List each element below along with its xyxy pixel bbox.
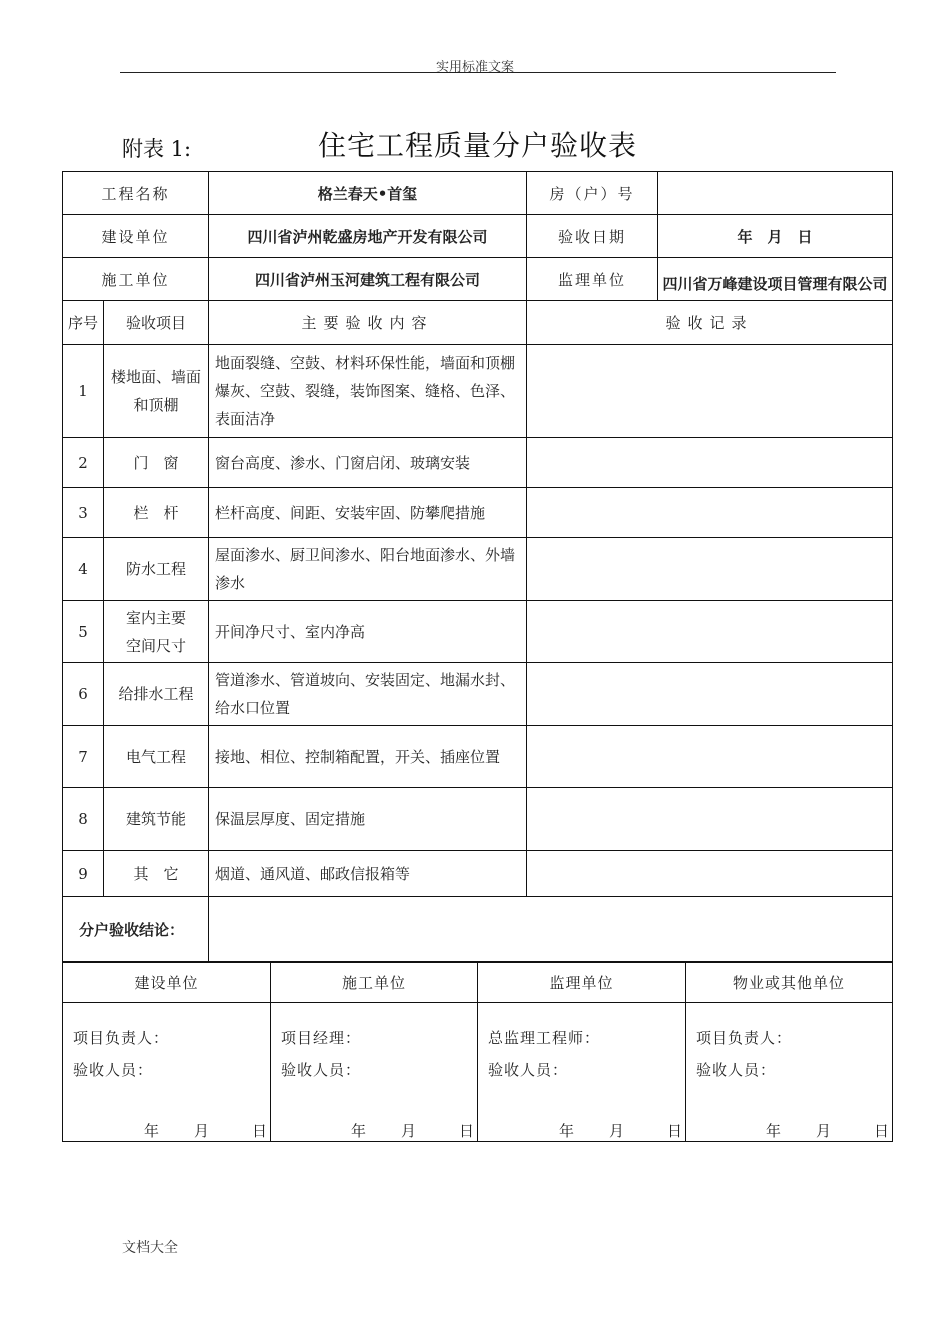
row-record[interactable] xyxy=(527,851,893,897)
sign-date xyxy=(88,1120,268,1140)
sign-inspector-label: 验收人员： xyxy=(73,1061,154,1079)
table-row xyxy=(63,538,893,601)
house-no-value[interactable] xyxy=(658,172,893,215)
row-content: 管道渗水、管道坡向、安装固定、地漏水封、给水口位置 xyxy=(209,663,527,726)
sign-role-label: 总监理工程师： xyxy=(488,1029,601,1047)
signature-body-row xyxy=(63,1003,893,1142)
row-item: 栏 杆 xyxy=(104,488,209,538)
sign-block-builder[interactable] xyxy=(63,1003,271,1142)
row-number: 9 xyxy=(63,851,104,897)
sign-date-month: 月 xyxy=(609,1122,625,1140)
supervisor-label: 监理单位 xyxy=(527,258,658,301)
col-header-no: 序号 xyxy=(63,301,104,345)
sign-date-year: 年 xyxy=(559,1122,575,1140)
sign-role-label: 项目负责人： xyxy=(696,1029,793,1047)
column-header-row xyxy=(63,301,893,345)
sign-date-day: 日 xyxy=(667,1122,683,1140)
row-content: 地面裂缝、空鼓、材料环保性能，墙面和顶棚爆灰、空鼓、裂缝，装饰图案、缝格、色泽、表面洁净 xyxy=(209,345,527,438)
info-row-project xyxy=(63,172,893,215)
row-item: 门 窗 xyxy=(104,438,209,488)
sign-inspector-label: 验收人员： xyxy=(281,1061,362,1079)
row-record[interactable] xyxy=(527,488,893,538)
house-no-label: 房（户）号 xyxy=(527,172,658,215)
sign-date-month: 月 xyxy=(401,1122,417,1140)
row-item-line1: 楼地面、墙面 xyxy=(111,368,202,386)
sign-date xyxy=(503,1120,683,1140)
row-content: 屋面渗水、厨卫间渗水、阳台地面渗水、外墙渗水 xyxy=(209,538,527,601)
builder-label: 建设单位 xyxy=(63,215,209,258)
col-header-record: 验收记录 xyxy=(527,301,893,345)
sign-inspector-label: 验收人员： xyxy=(488,1061,569,1079)
sign-date-year: 年 xyxy=(351,1122,367,1140)
constructor-value[interactable]: 四川省泸州玉河建筑工程有限公司 xyxy=(209,258,527,301)
acceptance-table xyxy=(62,171,893,962)
sign-block-constructor[interactable] xyxy=(271,1003,478,1142)
table-row xyxy=(63,488,893,538)
sign-date-day: 日 xyxy=(252,1122,268,1140)
builder-value[interactable]: 四川省泸州乾盛房地产开发有限公司 xyxy=(209,215,527,258)
row-content: 接地、相位、控制箱配置，开关、插座位置 xyxy=(209,726,527,788)
conclusion-row xyxy=(63,897,893,962)
conclusion-value[interactable] xyxy=(209,897,893,962)
sign-block-supervisor[interactable] xyxy=(478,1003,686,1142)
row-item: 给排水工程 xyxy=(104,663,209,726)
row-content: 保温层厚度、固定措施 xyxy=(209,788,527,851)
row-number: 5 xyxy=(63,601,104,663)
sign-date-month: 月 xyxy=(816,1122,832,1140)
info-row-constructor xyxy=(63,258,893,301)
row-item: 建筑节能 xyxy=(104,788,209,851)
row-item xyxy=(104,345,209,438)
col-header-content: 主要验收内容 xyxy=(209,301,527,345)
conclusion-label: 分户验收结论： xyxy=(63,897,209,962)
table-row xyxy=(63,851,893,897)
sign-unit-property: 物业或其他单位 xyxy=(686,963,893,1003)
sign-block-property[interactable] xyxy=(686,1003,893,1142)
table-row xyxy=(63,601,893,663)
accept-date-value[interactable]: 年 月 日 xyxy=(658,215,893,258)
row-number: 3 xyxy=(63,488,104,538)
constructor-label: 施工单位 xyxy=(63,258,209,301)
page-header-text: 实用标准文案 xyxy=(435,60,514,75)
row-item xyxy=(104,601,209,663)
row-number: 2 xyxy=(63,438,104,488)
sign-date-day: 日 xyxy=(459,1122,475,1140)
signature-head-row xyxy=(63,963,893,1003)
row-number: 6 xyxy=(63,663,104,726)
row-number: 1 xyxy=(63,345,104,438)
sign-unit-constructor: 施工单位 xyxy=(271,963,478,1003)
info-row-builder xyxy=(63,215,893,258)
sign-role-label: 项目负责人： xyxy=(73,1029,170,1047)
sign-date-year: 年 xyxy=(766,1122,782,1140)
row-number: 7 xyxy=(63,726,104,788)
table-row xyxy=(63,345,893,438)
sign-date xyxy=(295,1120,475,1140)
row-item: 防水工程 xyxy=(104,538,209,601)
col-header-item: 验收项目 xyxy=(104,301,209,345)
project-name-value[interactable]: 格兰春天•首玺 xyxy=(209,172,527,215)
page-footer-text: 文档大全 xyxy=(122,1240,178,1256)
sign-date-day: 日 xyxy=(874,1122,890,1140)
row-record[interactable] xyxy=(527,726,893,788)
row-content: 栏杆高度、间距、安装牢固、防攀爬措施 xyxy=(209,488,527,538)
table-row xyxy=(63,788,893,851)
row-item: 电气工程 xyxy=(104,726,209,788)
header-divider xyxy=(120,72,836,73)
sign-unit-builder: 建设单位 xyxy=(63,963,271,1003)
attachment-label: 附表 1: xyxy=(122,137,192,161)
row-content: 窗台高度、渗水、门窗启闭、玻璃安装 xyxy=(209,438,527,488)
row-record[interactable] xyxy=(527,601,893,663)
row-item-line2: 空间尺寸 xyxy=(126,636,187,655)
row-number: 4 xyxy=(63,538,104,601)
row-record[interactable] xyxy=(527,788,893,851)
signature-table xyxy=(62,962,893,1142)
table-row xyxy=(63,726,893,788)
table-row xyxy=(63,438,893,488)
row-record[interactable] xyxy=(527,345,893,438)
sign-date xyxy=(710,1120,890,1140)
row-record[interactable] xyxy=(527,438,893,488)
document-title: 住宅工程质量分户验收表 xyxy=(318,129,638,162)
row-number: 8 xyxy=(63,788,104,851)
table-row xyxy=(63,663,893,726)
row-item-line1: 室内主要 xyxy=(126,608,187,627)
row-item: 其 它 xyxy=(104,851,209,897)
row-content: 开间净尺寸、室内净高 xyxy=(209,601,527,663)
row-record[interactable] xyxy=(527,538,893,601)
sign-unit-supervisor: 监理单位 xyxy=(478,963,686,1003)
supervisor-value[interactable]: 四川省万峰建设项目管理有限公司 xyxy=(658,258,893,301)
accept-date-label: 验收日期 xyxy=(527,215,658,258)
sign-inspector-label: 验收人员： xyxy=(696,1061,777,1079)
row-content: 烟道、通风道、邮政信报箱等 xyxy=(209,851,527,897)
sign-role-label: 项目经理： xyxy=(281,1029,362,1047)
sign-date-month: 月 xyxy=(194,1122,210,1140)
row-record[interactable] xyxy=(527,663,893,726)
sign-date-year: 年 xyxy=(144,1122,160,1140)
row-item-line2: 和顶棚 xyxy=(133,396,179,414)
project-name-label: 工程名称 xyxy=(63,172,209,215)
